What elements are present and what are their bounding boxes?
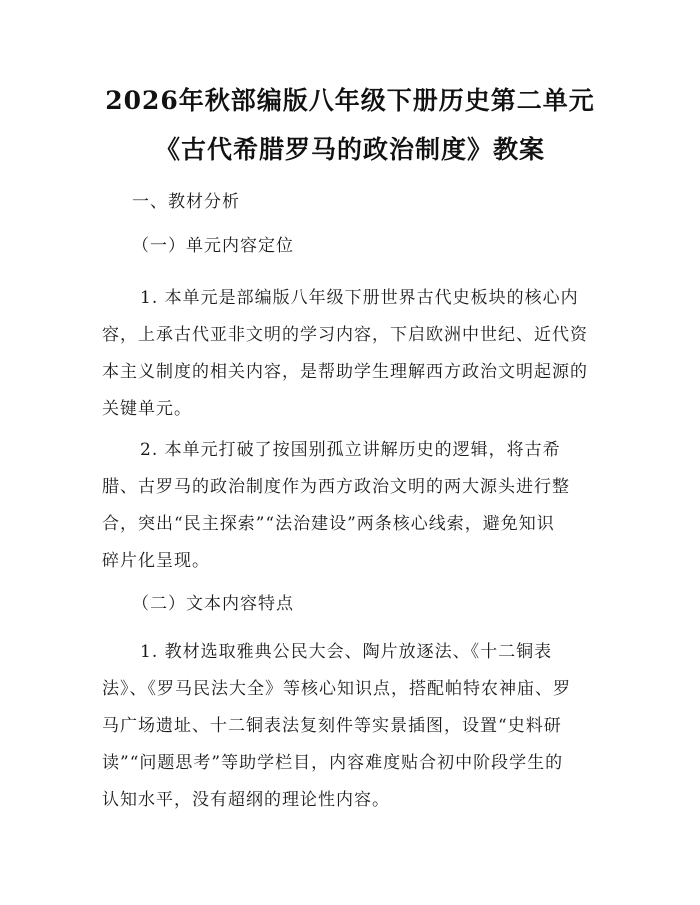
subsection-heading-unit-positioning: （一）单元内容定位 — [132, 236, 294, 256]
document-title-line-2: 《古代希腊罗马的政治制度》教案 — [154, 135, 545, 164]
paragraph-text-features-1 — [102, 634, 604, 819]
paragraph-unit-positioning-1 — [102, 280, 604, 428]
paragraph-line: 合，突出“民主探索”“法治建设”两条核心线索，避免知识 — [102, 514, 555, 534]
paragraph-line: 马广场遗址、十二铜表法复刻件等实景插图，设置“史料研 — [102, 716, 562, 736]
paragraph-line: 碎片化呈现。 — [102, 551, 210, 571]
paragraph-line: 容，上承古代亚非文明的学习内容，下启欧洲中世纪、近代资 — [102, 325, 588, 345]
paragraph-line: 读”“问题思考”等助学栏目，内容难度贴合初中阶段学生的 — [102, 753, 564, 773]
document-title-line-1: 2026年秋部编版八年级下册历史第二单元 — [105, 86, 595, 115]
paragraph-unit-positioning-2 — [102, 432, 604, 580]
paragraph-line: 1. 教材选取雅典公民大会、陶片放逐法、《十二铜表 — [140, 642, 553, 662]
paragraph-line: 关键单元。 — [102, 399, 192, 419]
paragraph-line: 腊、古罗马的政治制度作为西方政治文明的两大源头进行整 — [102, 477, 570, 497]
paragraph-line: 认知水平，没有超纲的理论性内容。 — [102, 790, 390, 810]
paragraph-line: 1. 本单元是部编版八年级下册世界古代史板块的核心内 — [140, 288, 579, 308]
section-heading-textbook-analysis: 一、教材分析 — [132, 192, 240, 212]
paragraph-line: 本主义制度的相关内容，是帮助学生理解西方政治文明起源的 — [102, 362, 588, 382]
paragraph-line: 法》、《罗马民法大全》等核心知识点，搭配帕特农神庙、罗 — [102, 679, 571, 699]
subsection-heading-text-features: （二）文本内容特点 — [132, 594, 294, 614]
paragraph-line: 2. 本单元打破了按国别孤立讲解历史的逻辑，将古希 — [140, 440, 561, 460]
